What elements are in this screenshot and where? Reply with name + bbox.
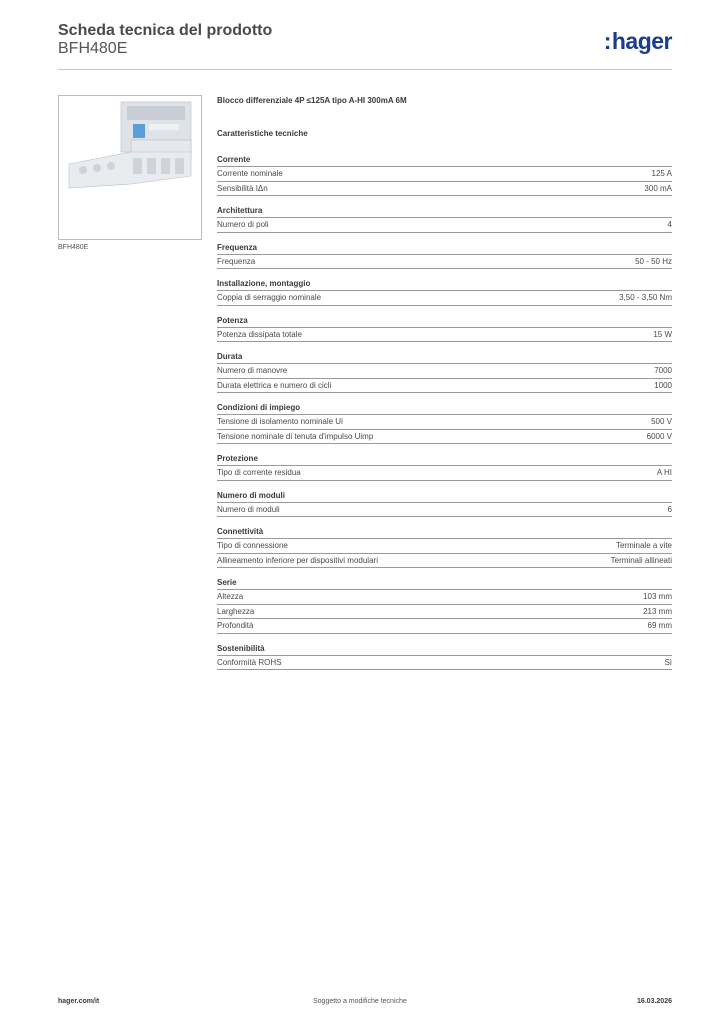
spec-value: 15 W <box>653 329 672 339</box>
spec-value: A HI <box>656 468 672 477</box>
product-image <box>58 95 202 240</box>
section-title: Serie <box>217 576 672 590</box>
spec-content <box>217 96 672 678</box>
spec-value: 50 - 50 Hz <box>635 256 672 266</box>
spec-label: Sensibilità IΔn <box>217 183 268 193</box>
spec-value: Sì <box>664 657 672 667</box>
spec-label: Frequenza <box>217 256 256 266</box>
spec-label: Coppia di serraggio nominale <box>217 293 322 302</box>
spec-row <box>217 415 672 430</box>
product-code: BFH480E <box>58 40 128 57</box>
spec-label: Durata elettrica e numero di cicli <box>217 380 332 390</box>
hager-logo <box>604 28 672 55</box>
spec-row <box>217 539 672 554</box>
section-title: Installazione, montaggio <box>217 277 672 291</box>
section-title: Sostenibilità <box>217 642 672 656</box>
spec-value: 103 mm <box>643 592 672 601</box>
spec-row <box>217 255 672 270</box>
section-title: Corrente <box>217 153 672 167</box>
spec-label: Profondità <box>217 621 254 630</box>
spec-value: 500 V <box>651 417 672 426</box>
spec-label: Altezza <box>217 592 244 601</box>
spec-section <box>217 241 672 270</box>
spec-row <box>217 218 672 233</box>
spec-row <box>217 605 672 620</box>
spec-row <box>217 466 672 481</box>
footer-note: Soggetto a modifiche tecniche <box>313 998 407 1005</box>
section-title: Durata <box>217 350 672 364</box>
spec-section <box>217 314 672 343</box>
section-title: Frequenza <box>217 241 672 255</box>
tech-characteristics-title: Caratteristiche tecniche <box>217 129 308 138</box>
spec-label: Larghezza <box>217 606 255 616</box>
spec-value: 6 <box>667 504 672 514</box>
section-title: Connettività <box>217 525 672 539</box>
spec-section <box>217 489 672 518</box>
spec-label: Numero di manovre <box>217 366 288 375</box>
product-illustration <box>59 96 201 239</box>
spec-label: Tensione di isolamento nominale Ui <box>217 417 343 426</box>
section-title: Condizioni di impiego <box>217 401 672 415</box>
section-title: Numero di moduli <box>217 489 672 503</box>
spec-row <box>217 554 672 569</box>
spec-label: Tipo di corrente residua <box>217 468 301 477</box>
spec-value: 7000 <box>654 366 672 375</box>
section-title: Architettura <box>217 204 672 218</box>
spec-row <box>217 328 672 343</box>
spec-section <box>217 153 672 196</box>
spec-label: Conformità ROHS <box>217 657 282 667</box>
spec-label: Numero di moduli <box>217 504 280 514</box>
spec-label: Numero di poli <box>217 220 269 229</box>
document-title: Scheda tecnica del prodotto <box>58 22 273 39</box>
spec-row <box>217 182 672 197</box>
spec-row <box>217 656 672 671</box>
spec-row <box>217 379 672 394</box>
spec-row <box>217 590 672 605</box>
spec-section <box>217 576 672 634</box>
spec-value: 213 mm <box>643 606 672 616</box>
spec-label: Potenza dissipata totale <box>217 329 302 339</box>
spec-row <box>217 291 672 306</box>
spec-value: 69 mm <box>647 621 672 630</box>
spec-section <box>217 277 672 306</box>
spec-value: 3,50 - 3,50 Nm <box>619 293 672 302</box>
spec-row <box>217 619 672 634</box>
spec-label: Tensione nominale di tenuta d'impulso Uimp <box>217 431 374 441</box>
spec-value: Terminali allineati <box>610 555 672 565</box>
spec-sections <box>217 153 672 670</box>
spec-section <box>217 525 672 568</box>
spec-section <box>217 204 672 233</box>
spec-row <box>217 503 672 518</box>
spec-value: 125 A <box>651 169 672 178</box>
page-header <box>58 22 672 70</box>
spec-row <box>217 167 672 182</box>
spec-section <box>217 350 672 393</box>
logo-text: hager <box>611 28 672 54</box>
spec-label: Allineamento inferiore per dispositivi modulari <box>217 555 378 565</box>
spec-value: Terminale a vite <box>615 541 672 550</box>
spec-section <box>217 452 672 481</box>
product-description: Blocco differenziale 4P ≤125A tipo A-HI 300mA 6M <box>217 96 407 105</box>
spec-row <box>217 430 672 445</box>
image-caption: BFH480E <box>58 244 89 251</box>
footer-website: hager.com/it <box>58 998 100 1005</box>
section-title: Potenza <box>217 314 672 328</box>
spec-value: 6000 V <box>646 431 672 441</box>
spec-section <box>217 642 672 671</box>
spec-value: 300 mA <box>644 183 672 193</box>
spec-label: Corrente nominale <box>217 169 283 178</box>
spec-value: 1000 <box>654 380 672 390</box>
logo-colon: : <box>603 28 611 54</box>
spec-section <box>217 401 672 444</box>
footer-date: 16.03.2026 <box>636 998 672 1005</box>
spec-row <box>217 364 672 379</box>
spec-label: Tipo di connessione <box>217 541 288 550</box>
spec-value: 4 <box>667 220 672 229</box>
section-title: Protezione <box>217 452 672 466</box>
